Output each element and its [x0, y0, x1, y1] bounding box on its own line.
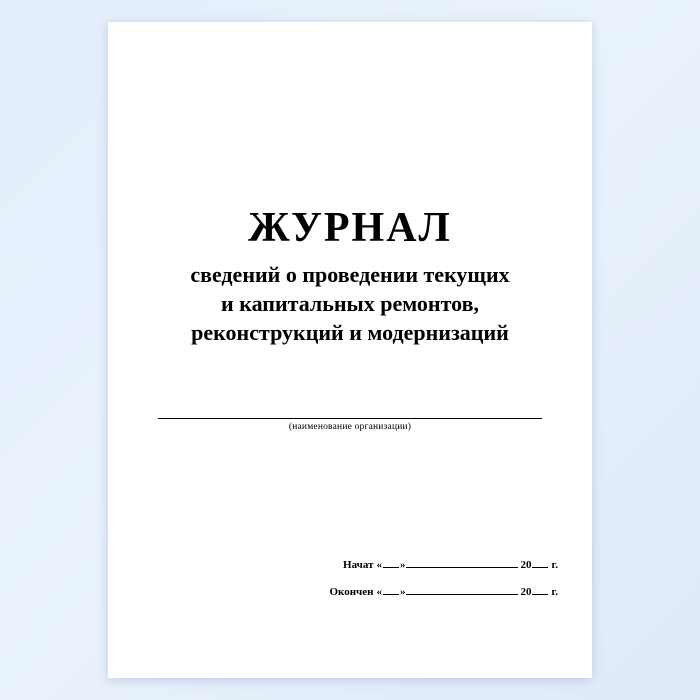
subtitle-line-2: и капитальных ремонтов, [221, 291, 479, 317]
document-cover [108, 22, 592, 678]
start-date-year-suffix: г. [551, 559, 558, 571]
organization-caption: (наименование организации) [288, 422, 412, 432]
organization-block [158, 396, 542, 432]
start-date-year-field[interactable] [532, 556, 548, 568]
start-date-label: Начат [343, 559, 374, 571]
start-date-day-field[interactable] [383, 556, 399, 568]
dates-block [142, 556, 558, 598]
title-block [142, 206, 558, 347]
start-date-close-quote: » [399, 559, 406, 571]
start-date-month-field[interactable] [406, 556, 518, 568]
end-date-year-prefix: 20 [520, 586, 532, 598]
end-date-close-quote: » [399, 586, 406, 598]
start-date-open-quote: « [376, 559, 382, 571]
start-date-year-prefix: 20 [520, 559, 532, 571]
organization-name-field[interactable] [158, 396, 542, 419]
subtitle-line-1: сведений о проведении текущих [190, 262, 510, 288]
end-date-month-field[interactable] [406, 583, 518, 595]
end-date-row [142, 583, 558, 598]
page-title: ЖУРНАЛ [248, 205, 452, 251]
end-date-label: Окончен [329, 586, 374, 598]
end-date-year-field[interactable] [532, 583, 548, 595]
start-date-row [142, 556, 558, 571]
end-date-day-field[interactable] [383, 583, 399, 595]
subtitle-line-3: реконструкций и модернизаций [191, 320, 509, 346]
end-date-year-suffix: г. [551, 586, 558, 598]
end-date-open-quote: « [376, 586, 382, 598]
